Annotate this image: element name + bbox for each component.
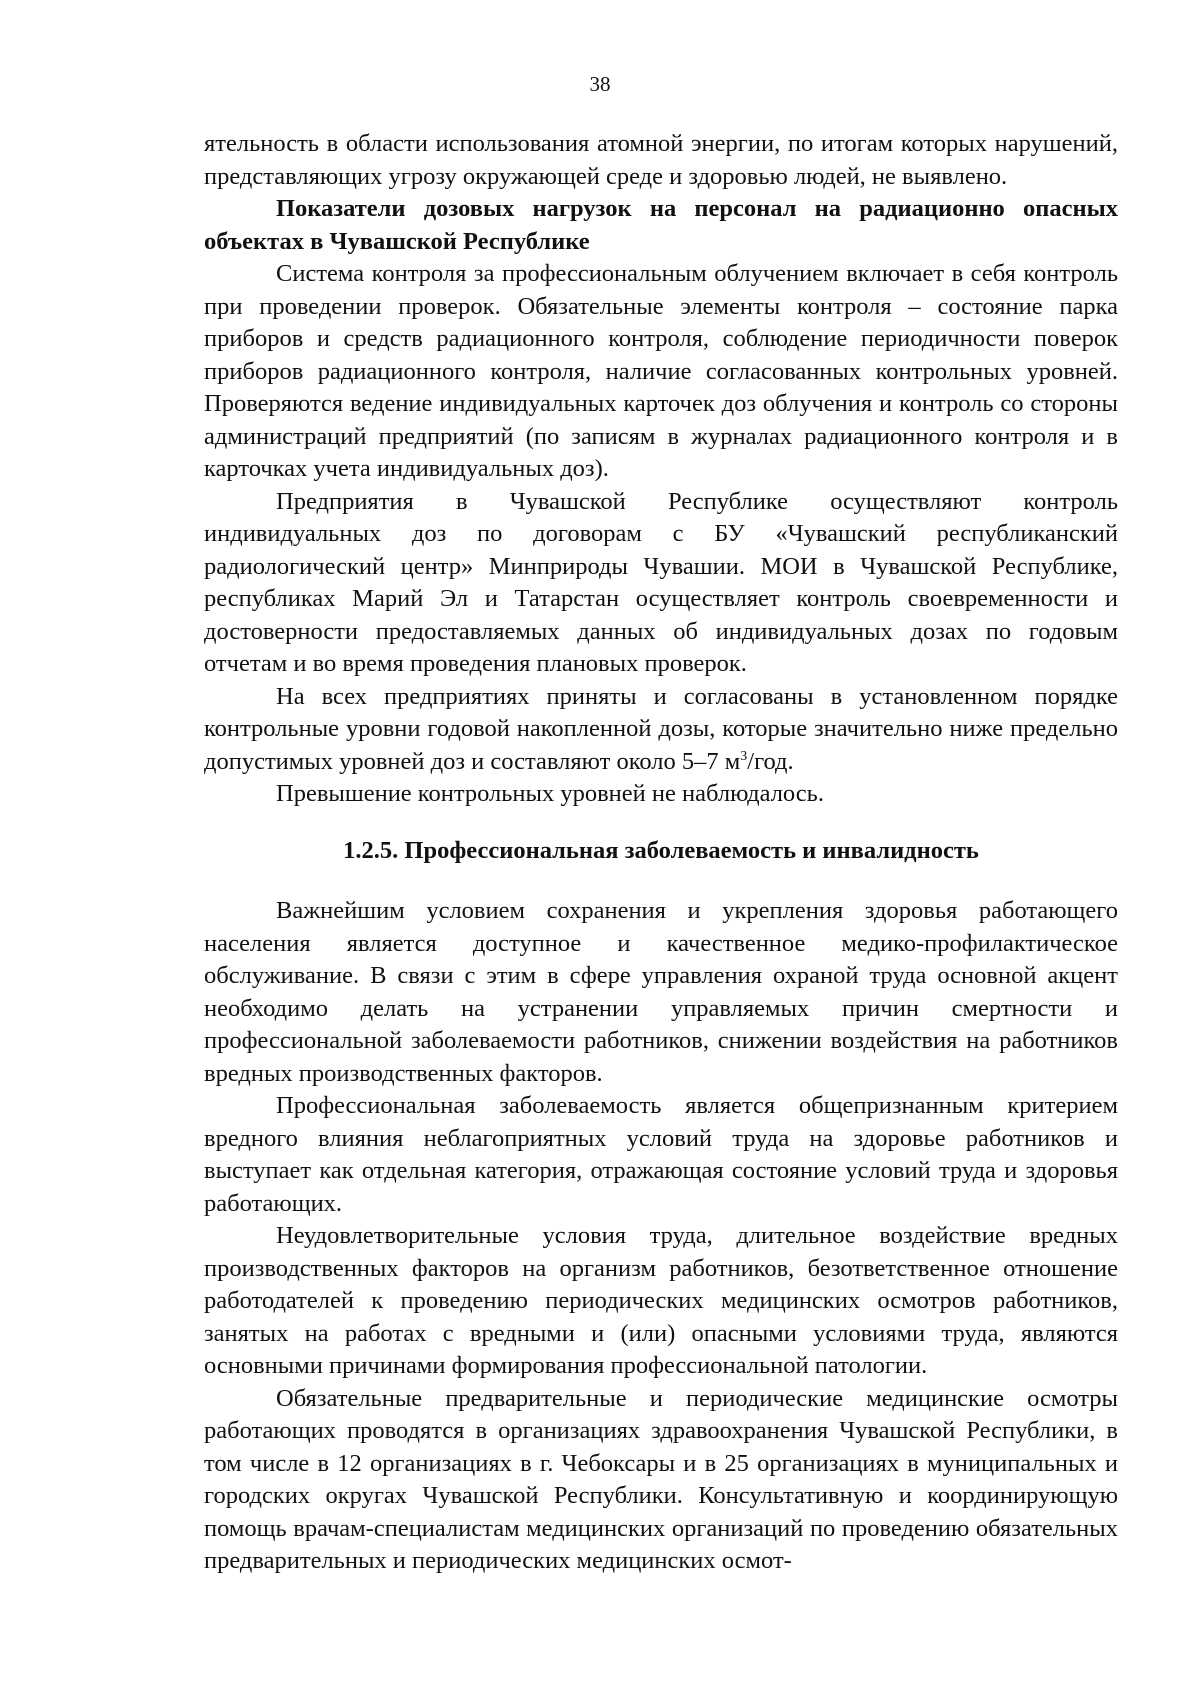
subsection-heading: Показатели дозовых нагрузок на персонал на радиационно опасных объектах в Чувашской Республике — [204, 195, 1118, 255]
paragraph-control-levels — [204, 681, 1118, 779]
paragraph-medical-examinations: Обязательные предварительные и периодические медицинские осмотры работающих проводятся в организациях здравоохранения Чувашской Республики, в том числе в 12 организациях в г. Чебоксары и в 25 организациях в муниципальных и городских округах Чувашской Республики. Консультативную и координирующую помощь врачам-специалистам медицинских организаций по проведению обязательных предварительных и периодических медицинских осмот- — [204, 1384, 1118, 1574]
document-body — [204, 128, 1118, 1578]
section-title: 1.2.5. Профессиональная заболеваемость и инвалидность — [343, 836, 979, 864]
paragraph-monitoring-system: Система контроля за профессиональным облучением включает в себя контроль при проведении проверок. Обязательные элементы контроля – состояние парка приборов и средств радиационного контроля, соблюдение периодичности поверок приборов радиационного контроля, наличие согласованных контрольных уровней. Проверяются ведение индивидуальных карточек доз облучения и контроль со стороны администраций предприятий (по записям в журналах радиационного контроля и в карточках учета индивидуальных доз). — [204, 260, 1118, 482]
paragraph-unsatisfactory-conditions: Неудовлетворительные условия труда, длительное воздействие вредных производственных факторов на организм работников, безответственное отношение работодателей к проведению периодических медицинских осмотров работников, занятых на работах с вредными и (или) опасными условиями труда, являются основными причинами формирования профессиональной патологии. — [204, 1222, 1118, 1379]
superscript-cubic: 3 — [740, 748, 748, 764]
page-number: 38 — [589, 72, 611, 96]
control-levels-text: На всех предприятиях приняты и согласованы в установленном порядке контрольные уровни годовой накопленной дозы, которые значительно ниже предельно допустимых уровней доз и составляют около 5–7 м — [204, 682, 1118, 775]
control-levels-unit: /год. — [747, 747, 794, 775]
paragraph-no-exceedance: Превышение контрольных уровней не наблюдалось. — [276, 780, 824, 807]
paragraph-continuation: ятельность в области использования атомной энергии, по итогам которых нарушений, представляющих угрозу окружающей среде и здоровью людей, не выявлено. — [204, 130, 1118, 190]
paragraph-occupational-morbidity: Профессиональная заболеваемость является общепризнанным критерием вредного влияния неблагоприятных условий труда на здоровье работников и выступает как отдельная категория, отражающая состояние условий труда и здоровья работающих. — [204, 1092, 1118, 1217]
paragraph-enterprises-control: Предприятия в Чувашской Республике осуществляют контроль индивидуальных доз по договорам с БУ «Чувашский республиканский радиологический центр» Минприроды Чувашии. МОИ в Чувашской Республике, республиках Марий Эл и Татарстан осуществляет контроль своевременности и достоверности предоставляемых данных об индивидуальных дозах по годовым отчетам и во время проведения плановых проверок. — [204, 487, 1118, 677]
paragraph-health-service: Важнейшим условием сохранения и укрепления здоровья работающего населения является доступное и качественное медико-профилактическое обслуживание. В связи с этим в сфере управления охраной труда основной акцент необходимо делать на устранении управляемых причин смертности и профессиональной заболеваемости работников, снижении воздействия на работников вредных производственных факторов. — [204, 897, 1118, 1087]
